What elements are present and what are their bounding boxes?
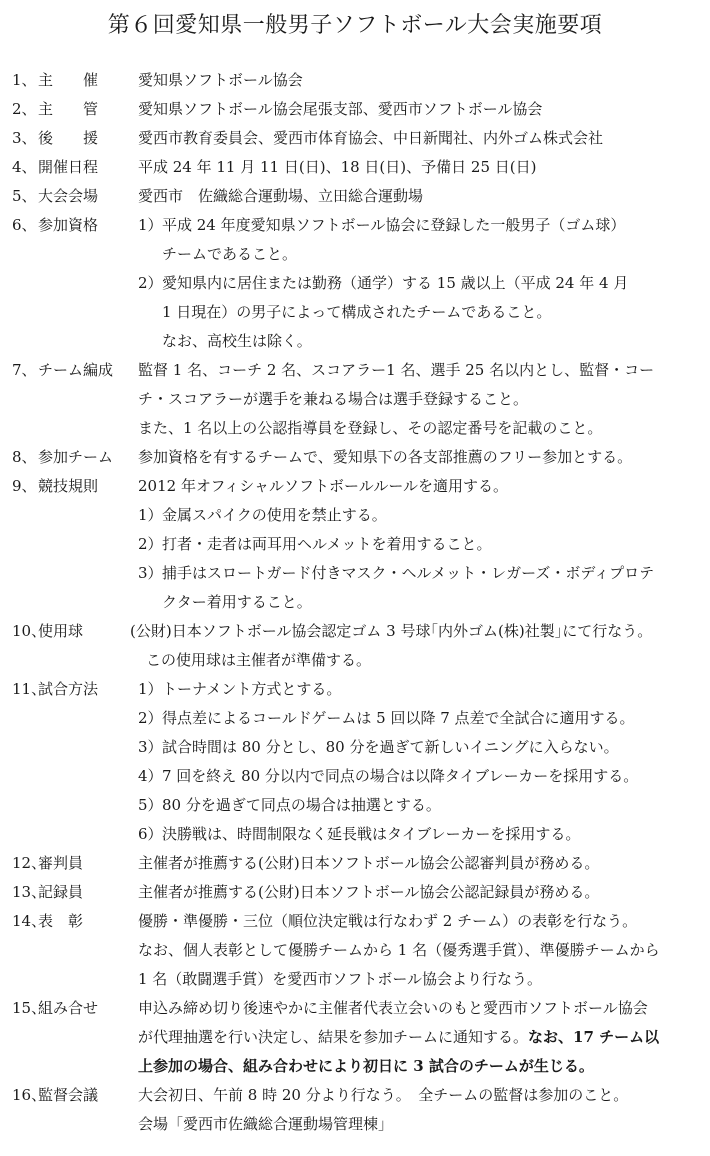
item-13 <box>0 878 710 907</box>
item-number: 8、 <box>12 448 37 466</box>
item-text: 会場「愛西市佐織総合運動場管理棟」 <box>138 1115 394 1133</box>
item-number: 16、 <box>12 1086 47 1104</box>
item-text: 大会初日、午前 8 時 20 分より行なう。 全チームの監督は参加のこと。 <box>138 1086 629 1104</box>
sub-item-text: 80 分を過ぎて同点の場合は抽選とする。 <box>162 796 441 814</box>
item-text: 愛西市 佐織総合運動場、立田総合運動場 <box>138 187 424 205</box>
item-label: 後 援 <box>38 129 99 147</box>
item-number: 9、 <box>12 477 37 495</box>
item-text-emphasis: 上参加の場合、組み合わせにより初日に 3 試合のチームが生じる。 <box>138 1057 594 1075</box>
sub-item-marker: 1） <box>138 680 163 698</box>
item-text: この使用球は主催者が準備する。 <box>146 651 372 669</box>
item-text: 参加資格を有するチームで、愛知県下の各支部推薦のフリー参加とする。 <box>138 448 633 466</box>
item-label: 試合方法 <box>38 680 99 698</box>
sub-item-marker: 6） <box>138 825 163 843</box>
item-10 <box>0 617 710 646</box>
item-15-cont <box>0 1023 710 1052</box>
item-text: また、1 名以上の公認指導員を登録し、その認定番号を記載のこと。 <box>138 419 603 437</box>
item-text: 監督 1 名、コーチ 2 名、スコアラー1 名、選手 25 名以内とし、監督・コー <box>138 361 655 379</box>
item-text: チ・スコアラーが選手を兼ねる場合は選手登録すること。 <box>138 390 529 408</box>
item-label: チーム編成 <box>38 361 114 379</box>
item-12 <box>0 849 710 878</box>
item-9-sub1 <box>0 501 710 530</box>
item-6-cont <box>0 240 710 269</box>
item-number: 13、 <box>12 883 47 901</box>
item-9 <box>0 472 710 501</box>
item-4 <box>0 153 710 182</box>
item-number: 12、 <box>12 854 47 872</box>
item-7 <box>0 356 710 385</box>
sub-item-marker: 2） <box>138 274 163 292</box>
item-3 <box>0 124 710 153</box>
item-9-sub2 <box>0 530 710 559</box>
item-6-cont <box>0 298 710 327</box>
item-text: (公財)日本ソフトボール協会認定ゴム 3 号球｢内外ゴム(株)社製｣にて行なう。 <box>130 622 653 640</box>
item-text: 1 名（敢闘選手賞）を愛西市ソフトボール協会より行なう。 <box>138 970 543 988</box>
sub-item-text: 7 回を終え 80 分以内で同点の場合は以降タイブレーカーを採用する。 <box>162 767 639 785</box>
item-5 <box>0 182 710 211</box>
sub-item-marker: 5） <box>138 796 163 814</box>
item-label: 記録員 <box>38 883 84 901</box>
sub-item-marker: 1） <box>138 216 163 234</box>
item-6-cont <box>0 327 710 356</box>
sub-item-marker: 1） <box>138 506 163 524</box>
sub-item-text: 1 日現在）の男子によって構成されたチームであること。 <box>162 303 552 321</box>
sub-item-text: トーナメント方式とする。 <box>162 680 342 698</box>
sub-item-marker: 2） <box>138 709 163 727</box>
item-11-sub2 <box>0 704 710 733</box>
item-11-sub5 <box>0 791 710 820</box>
item-6 <box>0 211 710 240</box>
item-11-sub6 <box>0 820 710 849</box>
item-number: 4、 <box>12 158 37 176</box>
item-number: 5、 <box>12 187 37 205</box>
item-label: 主 催 <box>38 71 99 89</box>
item-label: 主 管 <box>38 100 99 118</box>
item-1 <box>0 66 710 95</box>
item-number: 1、 <box>12 71 37 89</box>
sub-item-text: 金属スパイクの使用を禁止する。 <box>162 506 387 524</box>
sub-item-marker: 3） <box>138 564 163 582</box>
item-text: 2012 年オフィシャルソフトボールルールを適用する。 <box>138 477 509 495</box>
item-16 <box>0 1081 710 1110</box>
item-14-cont <box>0 965 710 994</box>
item-number: 7、 <box>12 361 37 379</box>
item-label: 参加資格 <box>38 216 99 234</box>
item-label: 監督会議 <box>38 1086 99 1104</box>
sub-item-text: 得点差によるコールドゲームは 5 回以降 7 点差で全試合に適用する。 <box>162 709 635 727</box>
item-15-cont <box>0 1052 710 1081</box>
item-text: 主催者が推薦する(公財)日本ソフトボール協会公認記録員が務める。 <box>138 883 600 901</box>
item-text: 優勝・準優勝・三位（順位決定戦は行なわず 2 チーム）の表彰を行なう。 <box>138 912 638 930</box>
item-number: 14、 <box>12 912 47 930</box>
item-label: 競技規則 <box>38 477 99 495</box>
item-list <box>0 66 710 1139</box>
item-label: 組み合せ <box>38 999 99 1017</box>
item-2 <box>0 95 710 124</box>
item-text: 平成 24 年 11 月 11 日(日)、18 日(日)、予備日 25 日(日) <box>138 158 537 176</box>
item-number: 10、 <box>12 622 47 640</box>
item-text: 愛知県ソフトボール協会尾張支部、愛西市ソフトボール協会 <box>138 100 543 118</box>
item-text-plain: が代理抽選を行い決定し、結果を参加チームに通知する。 <box>138 1028 529 1046</box>
item-15 <box>0 994 710 1023</box>
item-11-sub3 <box>0 733 710 762</box>
sub-item-text: なお、高校生は除く。 <box>162 332 312 350</box>
item-7-cont <box>0 414 710 443</box>
item-7-cont <box>0 385 710 414</box>
item-9-cont <box>0 588 710 617</box>
sub-item-text: チームであること。 <box>162 245 298 263</box>
item-10-cont <box>0 646 710 675</box>
item-label: 使用球 <box>38 622 84 640</box>
sub-item-marker: 4） <box>138 767 163 785</box>
sub-item-text: 試合時間は 80 分とし、80 分を過ぎて新しいイニングに入らない。 <box>162 738 619 756</box>
item-11-sub4 <box>0 762 710 791</box>
item-label: 表 彰 <box>38 912 84 930</box>
item-text: なお、個人表彰として優勝チームから 1 名（優秀選手賞）、準優勝チームから <box>138 941 660 959</box>
item-text <box>138 1023 659 1052</box>
item-text: 愛西市教育委員会、愛西市体育協会、中日新聞社、内外ゴム株式会社 <box>138 129 604 147</box>
item-label: 審判員 <box>38 854 84 872</box>
document-title: 第６回愛知県一般男子ソフトボール大会実施要項 <box>107 13 603 38</box>
sub-item-text: 平成 24 年度愛知県ソフトボール協会に登録した一般男子（ゴム球） <box>162 216 626 234</box>
sub-item-text: 打者・走者は両耳用ヘルメットを着用すること。 <box>162 535 492 553</box>
item-text: 愛知県ソフトボール協会 <box>138 71 303 89</box>
item-14 <box>0 907 710 936</box>
item-number: 3、 <box>12 129 37 147</box>
item-label: 参加チーム <box>38 448 114 466</box>
item-14-cont <box>0 936 710 965</box>
item-11 <box>0 675 710 704</box>
sub-item-text: 捕手はスロートガード付きマスク・ヘルメット・レガーズ・ボディプロテ <box>162 564 655 582</box>
item-text: 申込み締め切り後速やかに主催者代表立会いのもと愛西市ソフトボール協会 <box>138 999 648 1017</box>
item-text-emphasis: なお、17 チーム以 <box>528 1028 660 1046</box>
sub-item-text: 決勝戦は、時間制限なく延長戦はタイブレーカーを採用する。 <box>162 825 581 843</box>
item-number: 11、 <box>12 680 47 698</box>
item-9-sub3 <box>0 559 710 588</box>
sub-item-text: 愛知県内に居住または勤務（通学）する 15 歳以上（平成 24 年 4 月 <box>162 274 629 292</box>
item-label: 開催日程 <box>38 158 99 176</box>
item-number: 15、 <box>12 999 47 1017</box>
sub-item-marker: 2） <box>138 535 163 553</box>
sub-item-text: クター着用すること。 <box>162 593 312 611</box>
item-number: 2、 <box>12 100 37 118</box>
item-label: 大会会場 <box>38 187 99 205</box>
item-16-cont <box>0 1110 710 1139</box>
item-text: 主催者が推薦する(公財)日本ソフトボール協会公認審判員が務める。 <box>138 854 600 872</box>
item-6-sub2 <box>0 269 710 298</box>
item-8 <box>0 443 710 472</box>
sub-item-marker: 3） <box>138 738 163 756</box>
item-number: 6、 <box>12 216 37 234</box>
